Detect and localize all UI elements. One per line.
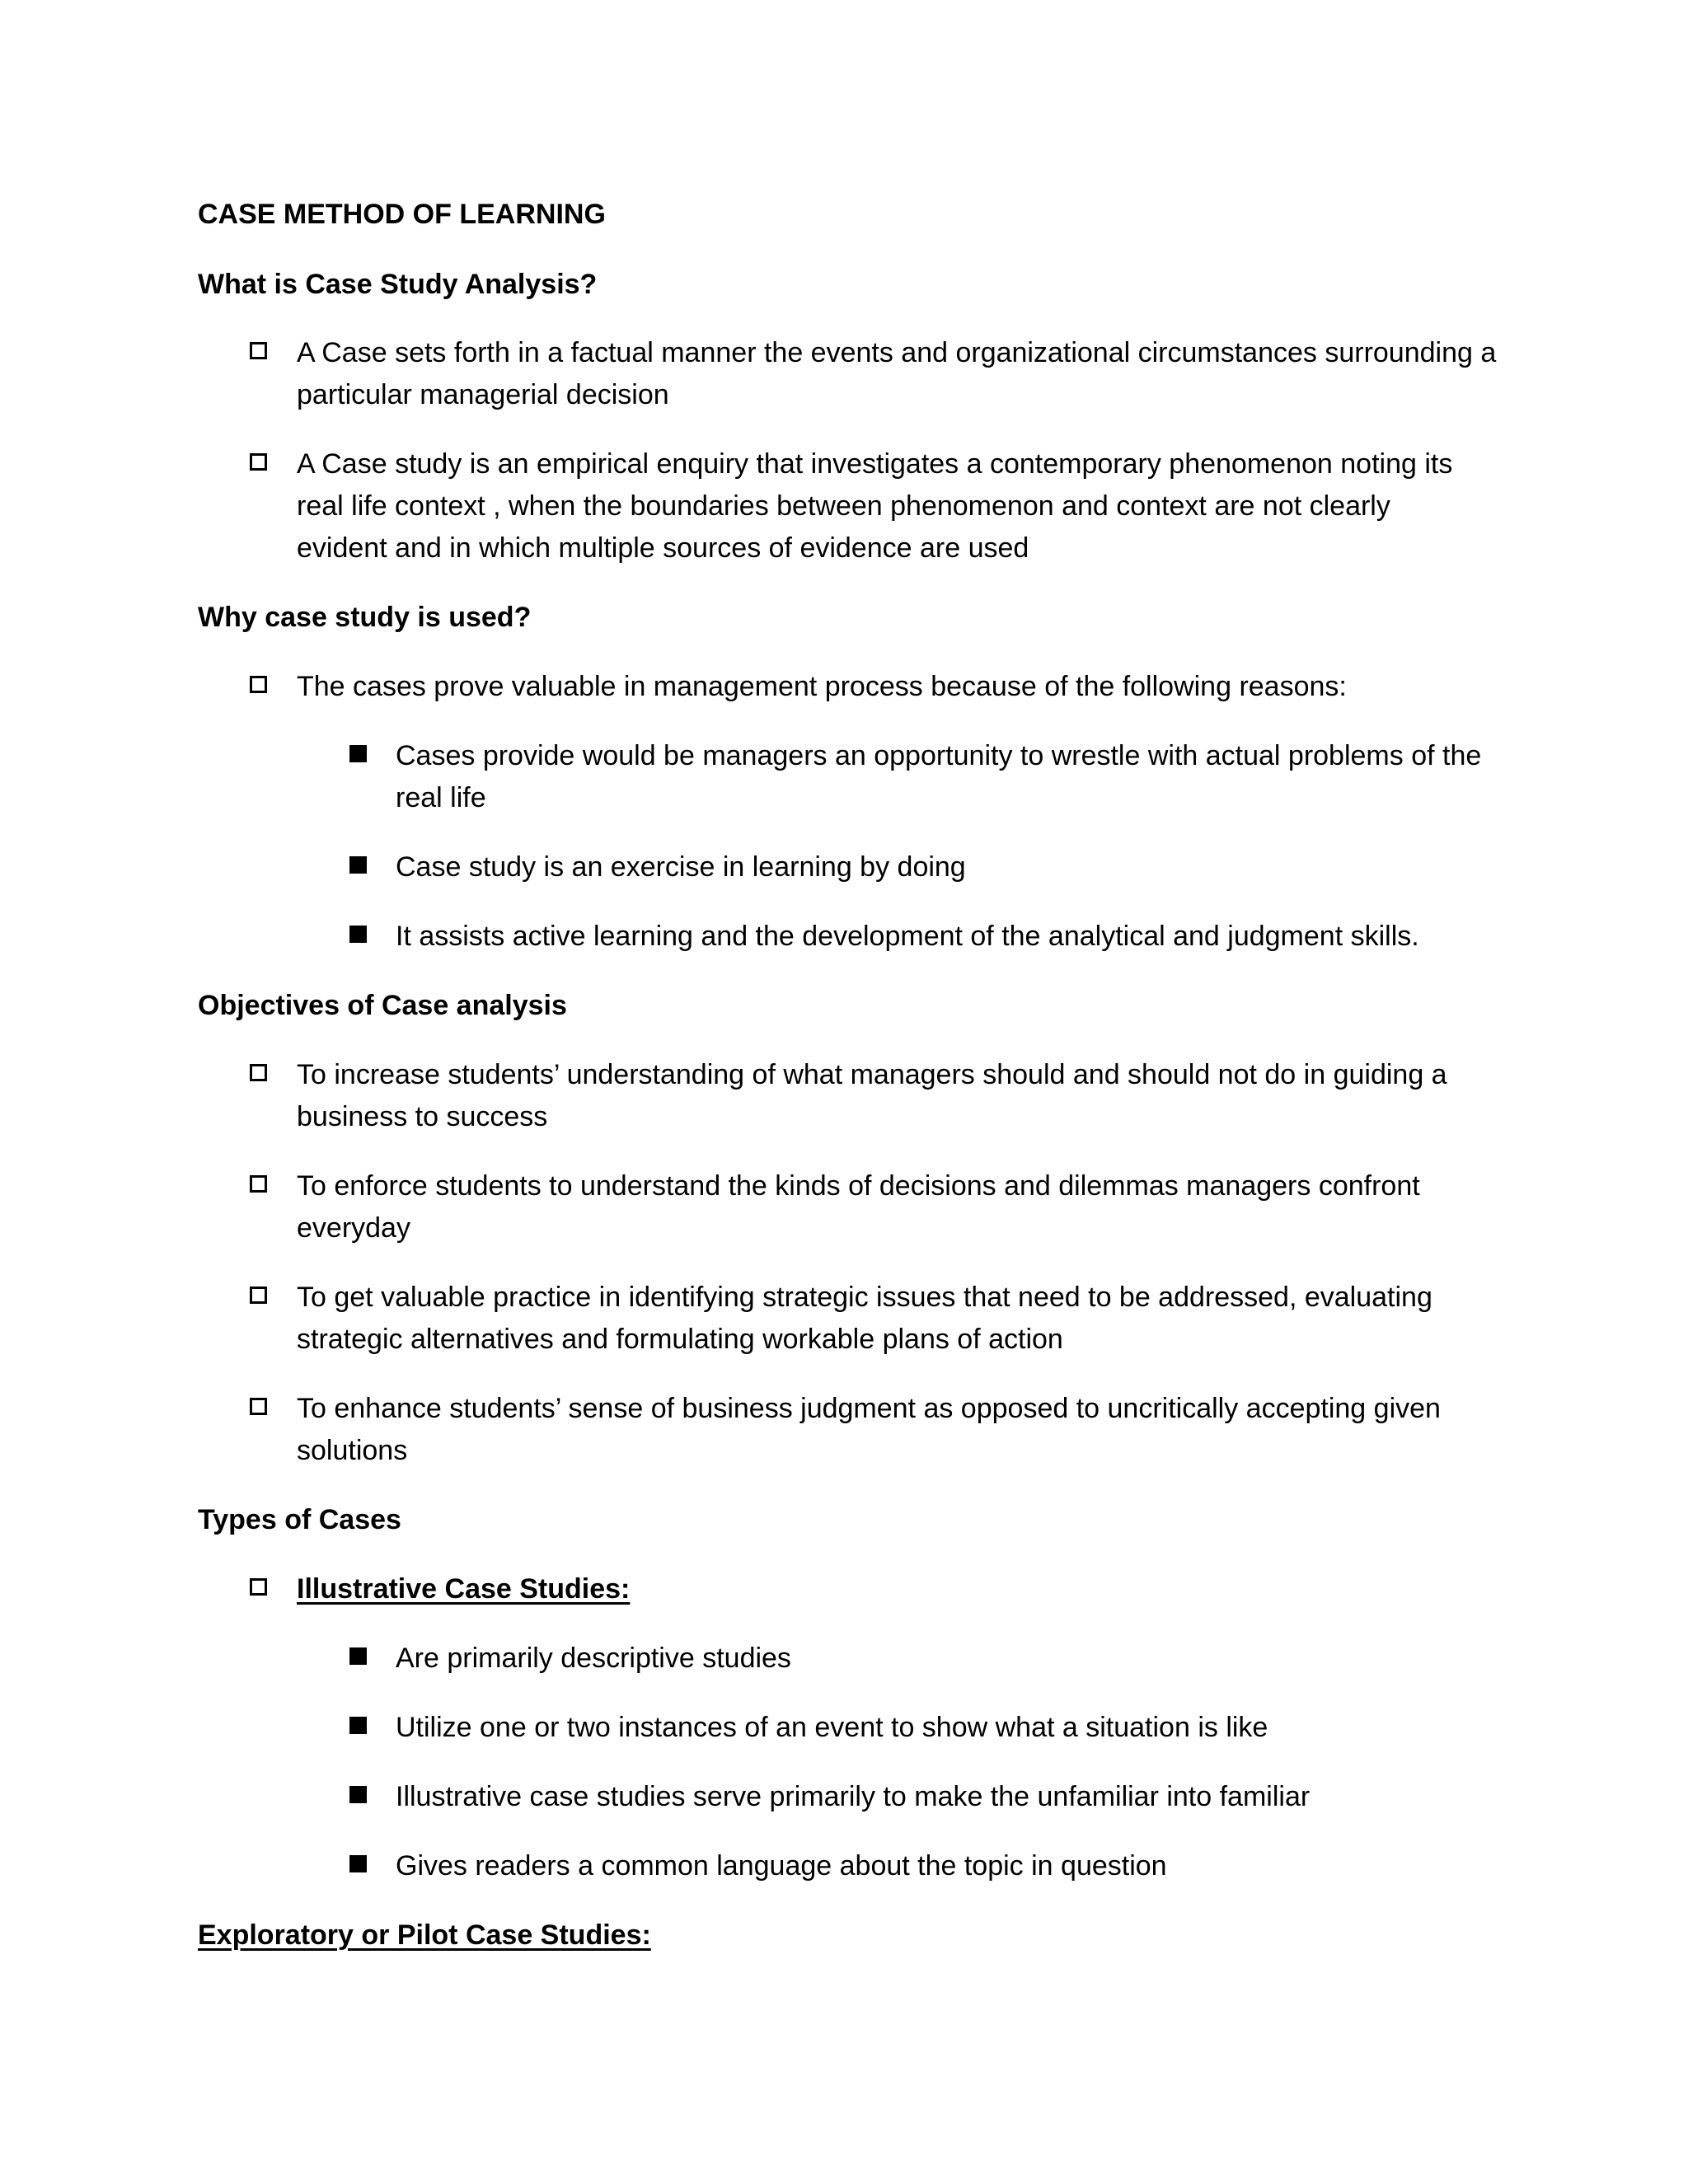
- list-item-line: evident and in which multiple sources of evidence are used: [297, 532, 1029, 564]
- list-item-line: everyday: [297, 1212, 410, 1244]
- section-heading-what-is-case-study: What is Case Study Analysis?: [198, 269, 598, 300]
- sub-list-item-line: real life: [396, 782, 486, 813]
- filled-square-bullet: [349, 1647, 367, 1665]
- hollow-square-bullet: [250, 1286, 267, 1304]
- hollow-square-bullet: [250, 1578, 267, 1596]
- list-item-line: real life context , when the boundaries between phenomenon and context are not clearly: [297, 490, 1390, 522]
- list-item-line: The cases prove valuable in management process because of the following reasons:: [297, 671, 1347, 702]
- list-item-line: A Case study is an empirical enquiry that investigates a contemporary phenomenon noting its: [297, 448, 1453, 480]
- filled-square-bullet: [349, 1717, 367, 1734]
- sub-list-item-line: Gives readers a common language about the topic in question: [396, 1850, 1167, 1882]
- section-heading-exploratory-pilot: Exploratory or Pilot Case Studies:: [198, 1919, 651, 1951]
- section-heading-types-of-cases: Types of Cases: [198, 1504, 401, 1535]
- list-item-line: A Case sets forth in a factual manner the events and organizational circumstances surrounding a: [297, 337, 1497, 368]
- document-title: CASE METHOD OF LEARNING: [198, 199, 606, 230]
- hollow-square-bullet: [250, 1064, 267, 1081]
- list-item-line: particular managerial decision: [297, 379, 669, 410]
- list-item-line: To enhance students’ sense of business judgment as opposed to uncritically accepting given: [297, 1393, 1441, 1424]
- list-item-line: strategic alternatives and formulating workable plans of action: [297, 1324, 1063, 1355]
- filled-square-bullet: [349, 1786, 367, 1803]
- hollow-square-bullet: [250, 1398, 267, 1415]
- hollow-square-bullet: [250, 453, 267, 471]
- list-item-line: To get valuable practice in identifying strategic issues that need to be addressed, evaluating: [297, 1282, 1432, 1313]
- list-item-line: To increase students’ understanding of what managers should and should not do in guiding a: [297, 1059, 1447, 1090]
- filled-square-bullet: [349, 856, 367, 874]
- hollow-square-bullet: [250, 1175, 267, 1193]
- section-heading-why-case-study: Why case study is used?: [198, 602, 532, 633]
- sub-list-item-line: Are primarily descriptive studies: [396, 1643, 791, 1674]
- sub-list-item-line: Case study is an exercise in learning by doing: [396, 851, 966, 883]
- hollow-square-bullet: [250, 342, 267, 359]
- sub-list-item-line: Cases provide would be managers an opportunity to wrestle with actual problems of the: [396, 740, 1482, 771]
- sub-list-item-line: It assists active learning and the development of the analytical and judgment skills.: [396, 921, 1419, 952]
- sub-list-item-line: Illustrative case studies serve primarily to make the unfamiliar into familiar: [396, 1781, 1311, 1812]
- hollow-square-bullet: [250, 676, 267, 693]
- list-item-line: business to success: [297, 1101, 548, 1132]
- filled-square-bullet: [349, 745, 367, 762]
- filled-square-bullet: [349, 926, 367, 943]
- list-item-line: To enforce students to understand the kinds of decisions and dilemmas managers confront: [297, 1170, 1420, 1202]
- filled-square-bullet: [349, 1855, 367, 1872]
- list-item-line: solutions: [297, 1435, 408, 1466]
- illustrative-case-studies-heading: Illustrative Case Studies:: [297, 1573, 631, 1605]
- sub-list-item-line: Utilize one or two instances of an event to show what a situation is like: [396, 1712, 1268, 1743]
- section-heading-objectives: Objectives of Case analysis: [198, 990, 567, 1021]
